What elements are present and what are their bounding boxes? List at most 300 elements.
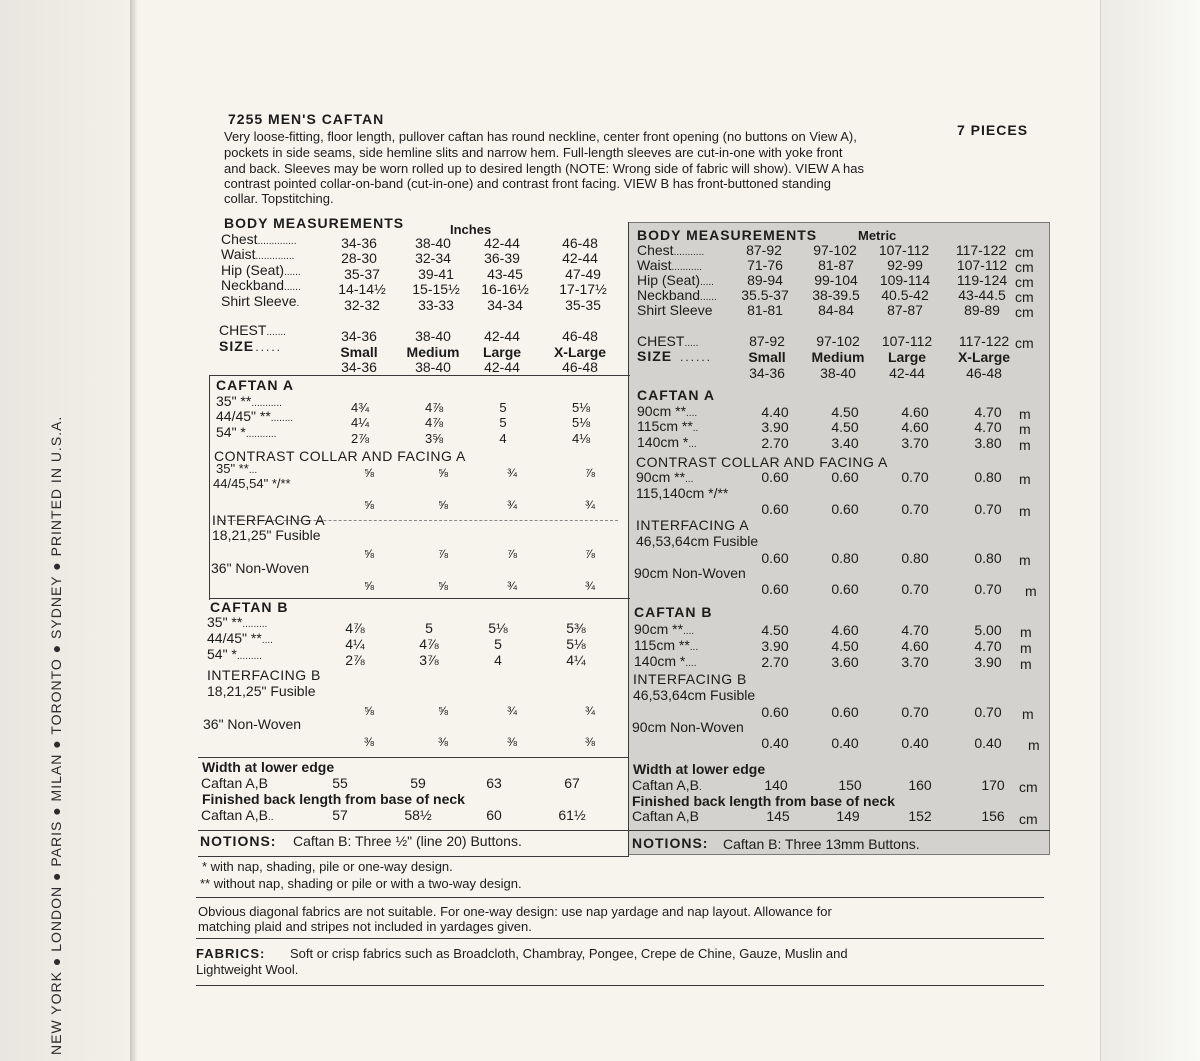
description-line: and back. Sleeves may be worn rolled up to desired length (NOTE: Wrong side of fabric will show). VIEW A has xyxy=(224,161,864,176)
metric-bm-0-label-text: Chest xyxy=(637,242,674,258)
leader-dots: ... xyxy=(685,474,694,485)
metric-caftan-b-0-label-text: 90cm ** xyxy=(634,621,684,637)
inches-bm-value: 14-14½ xyxy=(338,281,386,297)
metric-caftan-a-2-label-text: 140cm * xyxy=(637,434,689,450)
inches-caftan-a-1-label xyxy=(216,409,293,424)
metric-contrast-value: 0.70 xyxy=(901,469,929,485)
inches-size-name: Small xyxy=(340,344,378,360)
inches-caftan-a-0-label-text: 35" ** xyxy=(216,393,252,409)
leader-dots: .............. xyxy=(257,236,297,247)
metric-int-b-fusible: 0.70 xyxy=(974,704,1002,720)
inches-bm-value: 34-36 xyxy=(341,235,377,251)
inches-caftan-b-value: 5⅜ xyxy=(566,620,586,636)
metric-caftan-b-0-label xyxy=(634,622,694,637)
metric-chest-value: 117-122 xyxy=(958,333,1010,349)
inches-contrast-1-label xyxy=(213,477,291,491)
metric-bm-value: 89-94 xyxy=(747,272,783,288)
metric-size-name: Large xyxy=(887,349,927,365)
metric-chest-label xyxy=(637,334,698,349)
inches-bm-value: 35-37 xyxy=(344,266,380,282)
metric-caftan-b-title: CAFTAN B xyxy=(634,604,713,620)
fabrics-label: FABRICS: xyxy=(196,946,266,961)
metric-contrast-value: 0.70 xyxy=(901,501,929,517)
leader-dots: ..... xyxy=(684,338,699,349)
metric-unit-m: m xyxy=(1020,624,1032,640)
inches-chest-value: 34-36 xyxy=(341,328,377,344)
metric-bm-title: BODY MEASUREMENTS xyxy=(637,227,818,243)
metric-bm-value: 107-112 xyxy=(956,257,1008,273)
metric-caftan-b-2-label-text: 140cm * xyxy=(634,653,686,669)
metric-unit-m: m xyxy=(1019,503,1031,519)
metric-caftan-b-value: 4.60 xyxy=(831,622,859,638)
inches-finished-label xyxy=(201,808,274,823)
metric-int-a-fusible: 0.80 xyxy=(974,550,1002,566)
metric-contrast-1-label-text: 115,140cm */** xyxy=(636,485,729,501)
inches-int-b-fusible: ¾ xyxy=(506,704,518,718)
metric-contrast-value: 0.60 xyxy=(831,501,859,517)
metric-contrast-value: 0.70 xyxy=(974,501,1002,517)
inches-caftan-b-0-label-text: 35" ** xyxy=(207,614,243,630)
metric-caftan-b-value: 3.70 xyxy=(901,654,929,670)
inches-int-b-nonwoven: ⅜ xyxy=(584,735,596,749)
metric-unit-m: m xyxy=(1020,640,1032,656)
metric-int-a-nonwoven-label: 90cm Non-Woven xyxy=(634,565,746,581)
metric-bm-unit: Metric xyxy=(858,228,897,243)
inches-bm-value: 28-30 xyxy=(341,250,377,266)
metric-size-name: Small xyxy=(748,349,786,365)
inches-caftan-a-value: 4⅛ xyxy=(571,431,591,446)
inches-interfacing-a-sub: 18,21,25" Fusible xyxy=(212,527,321,543)
inches-int-a-nonwoven: ¾ xyxy=(506,579,518,593)
inches-caftan-a-value: 4⅞ xyxy=(424,400,444,415)
metric-caftan-b-1-label xyxy=(634,638,698,653)
metric-int-b-nonwoven: 0.40 xyxy=(831,735,859,751)
metric-unit-m: m xyxy=(1020,656,1032,672)
inches-caftan-b-value: 5 xyxy=(494,636,502,652)
metric-contrast-value: 0.80 xyxy=(974,469,1002,485)
footnote-without-nap: ** without nap, shading or pile or with a two-way design. xyxy=(200,876,522,891)
leader-dots: ... xyxy=(248,465,258,476)
inches-caftan-b-title: CAFTAN B xyxy=(210,599,289,615)
inches-caftan-b-value: 3⅞ xyxy=(419,652,439,668)
metric-bm-value: 81-81 xyxy=(747,302,783,318)
fabrics-text: Lightweight Wool. xyxy=(196,962,299,977)
inches-caftan-a-2-label-text: 54" * xyxy=(216,424,246,440)
metric-bm-2-label xyxy=(637,273,714,288)
inches-int-b-nonwoven: ⅜ xyxy=(363,735,375,749)
inches-caftan-b-value: 5 xyxy=(425,620,433,636)
inches-contrast-0-label-text: 35" ** xyxy=(216,461,249,476)
inches-finished-title: Finished back length from base of neck xyxy=(202,791,465,807)
leader-dots: ........... xyxy=(671,262,703,273)
inches-bm-value: 32-34 xyxy=(415,250,451,266)
inches-bm-value: 39-41 xyxy=(418,266,454,282)
fabrics-text: Soft or crisp fabrics such as Broadcloth, Chambray, Pongee, Crepe de Chine, Gauze, Muslin and xyxy=(290,946,848,961)
leader-dots: . xyxy=(296,298,300,309)
metric-bm-value: 43-44.5 xyxy=(958,287,1006,303)
metric-bm-value: 97-102 xyxy=(813,242,857,258)
metric-int-b-fusible: 0.60 xyxy=(761,704,789,720)
metric-finished-title: Finished back length from base of neck xyxy=(632,793,895,809)
metric-caftan-b-value: 2.70 xyxy=(761,654,789,670)
metric-size-range: 42-44 xyxy=(889,365,925,381)
inches-contrast-value: ⅝ xyxy=(363,498,375,512)
metric-size-range: 38-40 xyxy=(820,365,856,381)
inches-caftan-b-0-label xyxy=(207,615,267,630)
metric-caftan-a-1-label xyxy=(637,419,698,434)
inches-caftan-b-2-label xyxy=(207,647,262,662)
metric-size-name: X-Large xyxy=(957,349,1011,365)
inches-bm-value: 38-40 xyxy=(415,235,451,251)
metric-width-value: 160 xyxy=(908,777,932,793)
metric-bm-unit-cm: cm xyxy=(1015,244,1034,260)
inches-contrast-value: ¾ xyxy=(584,498,596,512)
metric-unit-m: m xyxy=(1019,421,1031,437)
leader-dots: ......... xyxy=(236,651,262,662)
metric-width-value: 140 xyxy=(764,777,788,793)
inches-caftan-b-value: 5⅛ xyxy=(488,620,508,636)
inches-contrast-title: CONTRAST COLLAR AND FACING A xyxy=(214,448,466,464)
metric-finished-label: Caftan A,B xyxy=(632,808,699,824)
inches-bm-value: 36-39 xyxy=(484,250,520,266)
leader-dots: .... xyxy=(685,658,697,669)
metric-int-b-nonwoven: 0.40 xyxy=(901,735,929,751)
inches-caftan-a-value: 4¼ xyxy=(350,415,370,430)
metric-int-a-nonwoven: 0.60 xyxy=(761,581,789,597)
metric-bm-unit-cm: cm xyxy=(1015,259,1034,275)
inches-chest-value: 38-40 xyxy=(415,328,451,344)
leader-dots: ... xyxy=(688,439,697,450)
metric-notions-text: Caftan B: Three 13mm Buttons. xyxy=(723,836,920,852)
inches-caftan-a-title: CAFTAN A xyxy=(216,377,294,393)
fabric-note-line: Obvious diagonal fabrics are not suitable. For one-way design: use nap yardage and nap layout. Allowance for xyxy=(198,904,832,919)
inches-finished-label-text: Caftan A,B xyxy=(201,807,268,823)
description-line: contrast pointed collar-on-band (cut-in-one) and contrast front facing. VIEW B has front-buttoned standing xyxy=(224,176,832,191)
metric-chest-value: 107-112 xyxy=(881,333,933,349)
inches-caftan-b-value: 4⅞ xyxy=(345,620,365,636)
metric-contrast-value: 0.60 xyxy=(761,469,789,485)
inches-bm-1-label xyxy=(221,247,294,262)
inches-bm-value: 47-49 xyxy=(565,266,601,282)
metric-caftan-a-value: 4.50 xyxy=(831,419,859,435)
inches-caftan-b-value: 4¼ xyxy=(345,636,365,652)
metric-unit-m: m xyxy=(1019,471,1031,487)
inches-size-range: 34-36 xyxy=(341,359,377,375)
inches-caftan-b-2-label-text: 54" * xyxy=(207,646,237,662)
metric-size-range: 34-36 xyxy=(749,365,785,381)
inches-bm-unit: Inches xyxy=(450,222,492,237)
leader-dots: ........ xyxy=(270,413,294,424)
inches-bm-value: 35-35 xyxy=(565,297,601,313)
inches-caftan-a-value: 5⅛ xyxy=(571,415,591,430)
metric-unit-m: m xyxy=(1019,406,1031,422)
metric-int-b-fusible: 0.70 xyxy=(901,704,929,720)
metric-bm-value: 84-84 xyxy=(818,302,854,318)
inches-notions-text: Caftan B: Three ½" (line 20) Buttons. xyxy=(293,833,522,849)
inches-bm-value: 46-48 xyxy=(562,235,598,251)
metric-caftan-a-value: 4.70 xyxy=(974,404,1002,420)
metric-caftan-a-value: 2.70 xyxy=(761,435,789,451)
inches-bm-value: 32-32 xyxy=(344,297,380,313)
inches-chest-label-text: CHEST xyxy=(219,322,267,338)
metric-caftan-a-0-label xyxy=(637,404,697,419)
inches-caftan-a-value: 3⅝ xyxy=(424,431,444,446)
inches-int-b-fusible: ¾ xyxy=(584,704,596,718)
metric-int-a-fusible: 0.80 xyxy=(901,550,929,566)
inches-caftan-b-1-label xyxy=(207,631,273,646)
metric-caftan-a-value: 3.80 xyxy=(974,435,1002,451)
metric-bm-1-label-text: Waist xyxy=(637,257,672,273)
metric-bm-value: 119-124 xyxy=(956,272,1008,288)
inches-size-range: 42-44 xyxy=(484,359,520,375)
metric-bm-value: 87-92 xyxy=(746,242,782,258)
spine-cities-text: NEW YORK ● LONDON ● PARIS ● MILAN ● TORONTO ● SYDNEY ● PRINTED IN U.S.A. xyxy=(48,415,64,1055)
metric-size-range: 46-48 xyxy=(966,365,1002,381)
inches-width-value: 63 xyxy=(486,775,502,791)
inches-int-a-fusible: ⅞ xyxy=(584,547,596,561)
metric-width-value: 170 xyxy=(981,777,1005,793)
description-line: collar. Topstitching. xyxy=(224,191,334,206)
metric-caftan-b-value: 4.50 xyxy=(831,638,859,654)
inches-int-a-fusible: ⅞ xyxy=(506,547,518,561)
metric-caftan-b-1-label-text: 115cm ** xyxy=(634,637,690,653)
metric-int-a-fusible: 0.60 xyxy=(761,550,789,566)
inches-chest-label xyxy=(219,323,286,338)
inches-interfacing-b-sub: 18,21,25" Fusible xyxy=(207,683,316,699)
inches-size-dots: ...... xyxy=(250,340,283,354)
metric-int-a-fusible: 0.80 xyxy=(831,550,859,566)
metric-bm-value: 87-87 xyxy=(887,302,923,318)
leader-dots: ...... xyxy=(284,282,301,293)
inches-size-range: 46-48 xyxy=(562,359,598,375)
inches-size-label: SIZE xyxy=(219,338,255,354)
metric-bm-value: 81-87 xyxy=(818,257,854,273)
leader-dots: ... xyxy=(689,642,699,653)
metric-bm-0-label xyxy=(637,243,704,258)
metric-interfacing-b-sub: 46,53,64cm Fusible xyxy=(633,687,756,703)
description-line: pockets in side seams, side hemline slits and narrow hem. Full-length sleeves are cut-in-one with yoke front xyxy=(224,145,843,160)
metric-size-dots: ...... xyxy=(680,350,713,364)
leader-dots: ........... xyxy=(245,429,277,440)
metric-bm-value: 35.5-37 xyxy=(741,287,789,303)
metric-contrast-0-label xyxy=(636,470,693,485)
metric-caftan-b-value: 4.70 xyxy=(974,638,1002,654)
metric-caftan-b-value: 4.60 xyxy=(901,638,929,654)
inches-int-a-nonwoven: ⅝ xyxy=(363,579,375,593)
metric-width-title: Width at lower edge xyxy=(633,761,766,777)
metric-bm-value: 38-39.5 xyxy=(812,287,860,303)
metric-caftan-a-value: 3.90 xyxy=(761,419,789,435)
metric-contrast-title: CONTRAST COLLAR AND FACING A xyxy=(636,454,888,470)
metric-chest-label-text: CHEST xyxy=(637,333,685,349)
inches-size-name: X-Large xyxy=(553,344,607,360)
metric-unit-m: m xyxy=(1019,552,1031,568)
inches-bm-value: 16-16½ xyxy=(481,281,529,297)
metric-caftan-b-value: 3.90 xyxy=(761,638,789,654)
inches-caftan-a-value: 4 xyxy=(499,431,507,446)
inches-bm-value: 43-45 xyxy=(487,266,523,282)
metric-bm-value: 71-76 xyxy=(747,257,783,273)
inches-int-b-nonwoven: ⅜ xyxy=(437,735,449,749)
inches-width-value: 55 xyxy=(332,775,348,791)
metric-unit-m: m xyxy=(1025,583,1037,599)
pattern-pieces: 7 PIECES xyxy=(957,122,1029,138)
inches-chest-value: 46-48 xyxy=(562,328,598,344)
inches-caftan-b-1-label-text: 44/45" ** xyxy=(207,630,262,646)
leader-dots: ........... xyxy=(251,398,282,409)
metric-contrast-value: 0.60 xyxy=(761,501,789,517)
metric-bm-4-label-text: Shirt Sleeve xyxy=(637,302,713,318)
inches-interfacing-b-title: INTERFACING B xyxy=(207,667,321,683)
inches-caftan-a-2-label xyxy=(216,425,276,440)
metric-caftan-a-value: 3.70 xyxy=(901,435,929,451)
inches-caftan-a-value: 5 xyxy=(499,415,507,430)
metric-finished-value: 152 xyxy=(908,808,932,824)
metric-caftan-a-value: 4.50 xyxy=(831,404,859,420)
inches-bm-3-label xyxy=(221,278,301,293)
metric-int-b-nonwoven: 0.40 xyxy=(761,735,789,751)
inches-caftan-a-1-label-text: 44/45" ** xyxy=(216,408,271,424)
metric-contrast-value: 0.60 xyxy=(831,469,859,485)
inches-contrast-value: ⅞ xyxy=(584,466,596,480)
metric-bm-value: 107-112 xyxy=(878,242,930,258)
leader-dots: .... xyxy=(261,635,273,646)
inches-finished-value: 61½ xyxy=(558,807,586,823)
metric-bm-unit-cm: cm xyxy=(1015,289,1034,305)
metric-finished-value: 156 xyxy=(981,808,1005,824)
leader-dots: .. xyxy=(692,423,699,434)
metric-unit-m: m xyxy=(1019,437,1031,453)
inches-interfacing-a-title: INTERFACING A xyxy=(212,512,326,528)
metric-width-label-text: Caftan A,B xyxy=(632,777,699,793)
metric-caftan-a-value: 4.60 xyxy=(901,419,929,435)
inches-size-range: 38-40 xyxy=(415,359,451,375)
leader-dots: ..... xyxy=(700,277,714,288)
metric-int-b-nonwoven-label: 90cm Non-Woven xyxy=(632,719,744,735)
metric-contrast-0-label-text: 90cm ** xyxy=(636,469,686,485)
metric-notions-label: NOTIONS: xyxy=(632,835,709,851)
metric-bm-value: 99-104 xyxy=(814,272,858,288)
metric-bm-value: 109-114 xyxy=(879,272,931,288)
metric-width-label xyxy=(632,778,702,793)
inches-int-a-fusible: ⅝ xyxy=(363,547,375,561)
metric-bm-4-label xyxy=(637,303,712,318)
metric-size-name: Medium xyxy=(811,349,865,365)
inches-int-b-nonwoven-label: 36" Non-Woven xyxy=(203,716,302,732)
inches-caftan-b-value: 4¼ xyxy=(566,652,586,668)
metric-caftan-b-value: 3.60 xyxy=(831,654,859,670)
inches-caftan-b-value: 5⅛ xyxy=(566,636,586,652)
pattern-title: 7255 MEN'S CAFTAN xyxy=(228,111,385,127)
inches-int-b-fusible: ⅝ xyxy=(363,704,375,718)
metric-contrast-1-label xyxy=(636,486,728,501)
metric-finished-value: 149 xyxy=(836,808,860,824)
leader-dots: ...... xyxy=(700,292,717,303)
footnote-with-nap: * with nap, shading, pile or one-way design. xyxy=(202,859,453,874)
inches-bm-value: 34-34 xyxy=(487,297,523,313)
inches-bm-0-label-text: Chest xyxy=(221,231,258,247)
inches-bm-value: 15-15½ xyxy=(412,281,460,297)
inches-int-a-nonwoven: ⅝ xyxy=(437,579,449,593)
inches-bm-4-label-text: Shirt Sleeve xyxy=(221,293,297,309)
inches-bm-title: BODY MEASUREMENTS xyxy=(224,215,405,231)
metric-int-b-nonwoven: 0.40 xyxy=(974,735,1002,751)
inches-contrast-value: ⅝ xyxy=(437,466,449,480)
metric-caftan-a-value: 4.70 xyxy=(974,419,1002,435)
inches-finished-value: 60 xyxy=(486,807,502,823)
inches-bm-value: 33-33 xyxy=(418,297,454,313)
metric-int-a-nonwoven: 0.60 xyxy=(831,581,859,597)
inches-bm-3-label-text: Neckband xyxy=(221,277,285,293)
inches-caftan-b-value: 4 xyxy=(494,652,502,668)
metric-caftan-b-2-label xyxy=(634,654,696,669)
inches-int-b-fusible: ⅝ xyxy=(437,704,449,718)
leader-dots: ...... xyxy=(284,267,301,278)
leader-dots: ....... xyxy=(266,327,286,338)
metric-size-label: SIZE xyxy=(637,348,673,364)
leader-dots: . xyxy=(698,782,702,793)
metric-width-unit: cm xyxy=(1019,779,1038,795)
inches-bm-value: 42-44 xyxy=(562,250,598,266)
metric-interfacing-a-sub: 46,53,64cm Fusible xyxy=(636,533,759,549)
metric-caftan-a-title: CAFTAN A xyxy=(637,387,715,403)
metric-bm-value: 89-89 xyxy=(964,302,1000,318)
inches-caftan-a-value: 2⅞ xyxy=(350,431,370,446)
metric-finished-unit: cm xyxy=(1019,811,1038,827)
inches-finished-value: 58½ xyxy=(404,807,432,823)
leader-dots: .... xyxy=(683,626,695,637)
inches-contrast-value: ⅝ xyxy=(437,498,449,512)
leader-dots: .... xyxy=(686,408,698,419)
leader-dots: .............. xyxy=(255,251,295,262)
inches-caftan-b-value: 4⅞ xyxy=(419,636,439,652)
inches-bm-2-label-text: Hip (Seat) xyxy=(221,262,285,278)
inches-size-name: Medium xyxy=(406,344,460,360)
metric-bm-3-label xyxy=(637,288,717,303)
metric-int-a-nonwoven: 0.70 xyxy=(901,581,929,597)
metric-caftan-a-value: 4.60 xyxy=(901,404,929,420)
metric-unit-m: m xyxy=(1022,706,1034,722)
inches-width-value: 59 xyxy=(410,775,426,791)
leader-dots: ........... xyxy=(673,247,705,258)
inches-contrast-value: ¾ xyxy=(506,498,518,512)
inches-width-value: 67 xyxy=(564,775,580,791)
inches-caftan-a-value: 4⅞ xyxy=(424,415,444,430)
metric-bm-value: 117-122 xyxy=(955,242,1007,258)
inches-width-label: Caftan A,B xyxy=(201,775,268,791)
metric-bm-2-label-text: Hip (Seat) xyxy=(637,272,701,288)
inches-chest-value: 42-44 xyxy=(484,328,520,344)
metric-caftan-b-value: 4.70 xyxy=(901,622,929,638)
inches-contrast-value: ⅝ xyxy=(363,466,375,480)
metric-caftan-b-value: 3.90 xyxy=(974,654,1002,670)
inches-caftan-a-0-label xyxy=(216,394,282,409)
inches-bm-1-label-text: Waist xyxy=(221,246,256,262)
metric-bm-value: 40.5-42 xyxy=(881,287,929,303)
metric-caftan-a-1-label-text: 115cm ** xyxy=(637,418,693,434)
inches-bm-2-label xyxy=(221,263,301,278)
metric-caftan-a-value: 4.40 xyxy=(761,404,789,420)
inches-notions-label: NOTIONS: xyxy=(200,833,277,849)
inches-width-title: Width at lower edge xyxy=(202,759,335,775)
inches-caftan-b-value: 2⅞ xyxy=(345,652,365,668)
metric-bm-unit-cm: cm xyxy=(1015,304,1034,320)
metric-int-b-fusible: 0.60 xyxy=(831,704,859,720)
metric-caftan-a-0-label-text: 90cm ** xyxy=(637,403,687,419)
metric-chest-value: 87-92 xyxy=(749,333,785,349)
inches-bm-0-label xyxy=(221,232,296,247)
metric-interfacing-a-title: INTERFACING A xyxy=(636,517,750,533)
